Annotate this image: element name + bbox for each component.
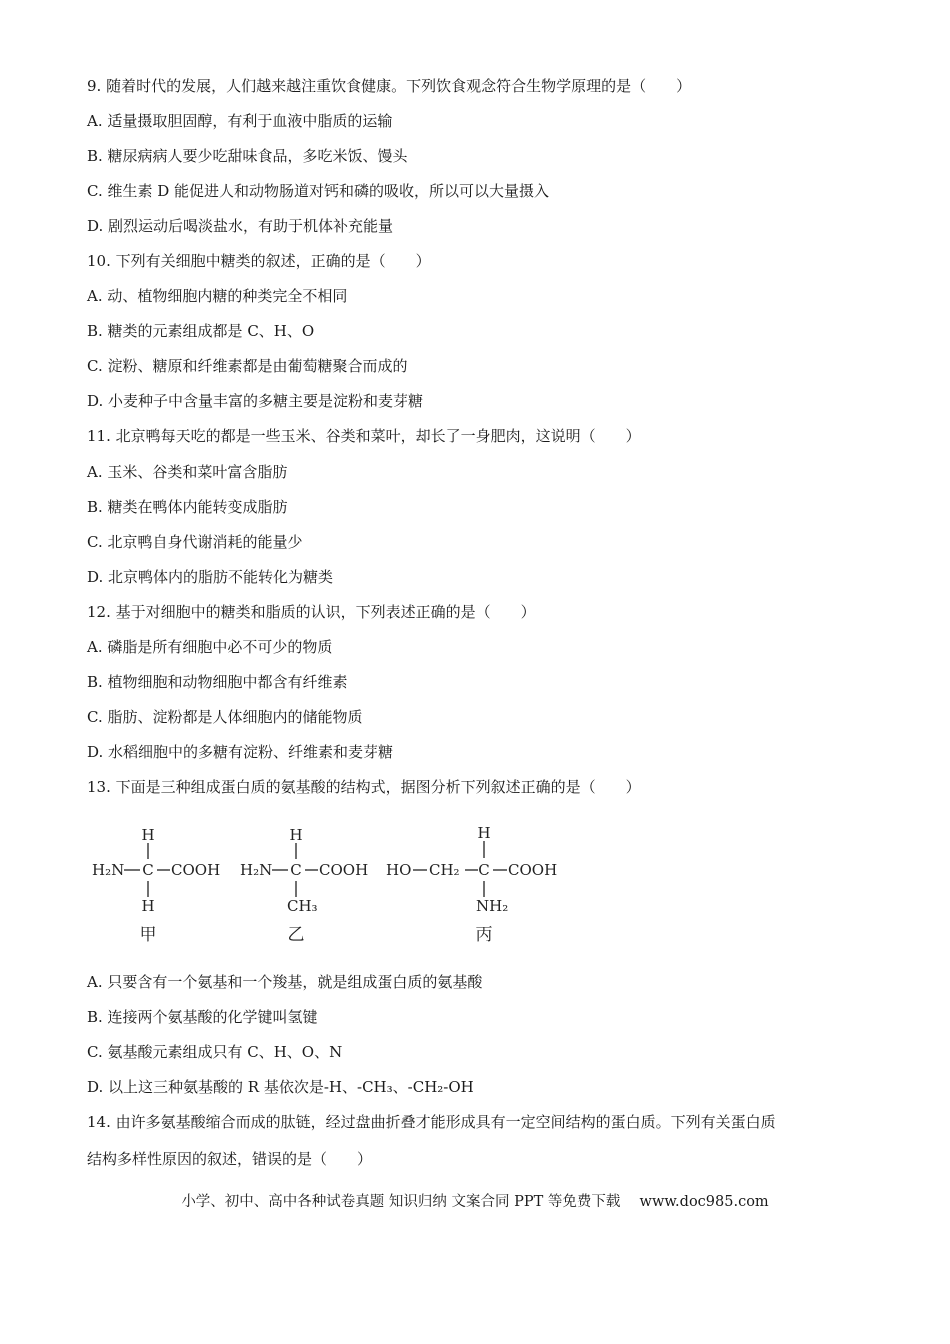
jia-amino-group: H₂N (92, 861, 125, 879)
bing-methylene-group: CH₂ (429, 861, 460, 879)
page-footer: 小学、初中、高中各种试卷真题 知识归纳 文案合同 PPT 等免费下载 www.doc985.com (181, 1194, 769, 1210)
question-14-stem-continued: 结构多样性原因的叙述，错误的是（ ） (87, 1150, 373, 1168)
yi-top-h: H (289, 826, 303, 844)
jia-label: 甲 (139, 925, 157, 945)
bing-hydroxyl-group: HO (386, 861, 412, 879)
question-13-option-a: A. 只要含有一个氨基和一个羧基，就是组成蛋白质的氨基酸 (87, 973, 483, 991)
question-13-option-d: D. 以上这三种氨基酸的 R 基依次是-H、-CH₃、-CH₂-OH (87, 1078, 474, 1096)
yi-r-group: CH₃ (287, 897, 318, 915)
question-12-option-a: A. 磷脂是所有细胞中必不可少的物质 (87, 638, 333, 656)
question-14-stem: 14. 由许多氨基酸缩合而成的肽链，经过盘曲折叠才能形成具有一定空间结构的蛋白质。下列有关蛋白质 (87, 1113, 776, 1131)
jia-top-h: H (141, 826, 155, 844)
jia-r-group: H (141, 897, 155, 915)
question-11-option-d: D. 北京鸭体内的脂肪不能转化为糖类 (87, 568, 334, 586)
bing-central-carbon: C (478, 861, 490, 879)
question-11-stem: 11. 北京鸭每天吃的都是一些玉米、谷类和菜叶，却长了一身肥肉，这说明（ ） (87, 427, 641, 445)
question-10-option-d: D. 小麦种子中含量丰富的多糖主要是淀粉和麦芽糖 (87, 392, 424, 410)
question-9-option-a: A. 适量摄取胆固醇，有利于血液中脂质的运输 (87, 112, 393, 130)
bing-amino-group: NH₂ (476, 897, 509, 915)
bing-top-h: H (477, 824, 491, 842)
question-10-option-c: C. 淀粉、糖原和纤维素都是由葡萄糖聚合而成的 (87, 357, 408, 375)
jia-central-carbon: C (142, 861, 154, 879)
question-9-stem: 9. 随着时代的发展，人们越来越注重饮食健康。下列饮食观念符合生物学原理的是（ ） (87, 77, 692, 95)
jia-carboxyl-group: COOH (171, 861, 221, 879)
yi-amino-group: H₂N (240, 861, 273, 879)
question-12-option-b: B. 植物细胞和动物细胞中都含有纤维素 (87, 673, 348, 691)
amino-acid-structure-figure (80, 815, 580, 950)
question-10-stem: 10. 下列有关细胞中糖类的叙述，正确的是（ ） (87, 252, 431, 270)
question-9-option-b: B. 糖尿病病人要少吃甜味食品，多吃米饭、馒头 (87, 147, 408, 165)
question-12-option-d: D. 水稻细胞中的多糖有淀粉、纤维素和麦芽糖 (87, 743, 394, 761)
question-11-option-a: A. 玉米、谷类和菜叶富含脂肪 (87, 463, 288, 481)
question-13-option-b: B. 连接两个氨基酸的化学键叫氢键 (87, 1008, 318, 1026)
question-12-stem: 12. 基于对细胞中的糖类和脂质的认识，下列表述正确的是（ ） (87, 603, 536, 621)
yi-central-carbon: C (290, 861, 302, 879)
question-12-option-c: C. 脂肪、淀粉都是人体细胞内的储能物质 (87, 708, 363, 726)
question-11-option-b: B. 糖类在鸭体内能转变成脂肪 (87, 498, 288, 516)
question-9-option-d: D. 剧烈运动后喝淡盐水，有助于机体补充能量 (87, 217, 394, 235)
bing-label: 丙 (475, 925, 493, 945)
question-13-option-c: C. 氨基酸元素组成只有 C、H、O、N (87, 1043, 343, 1061)
question-10-option-a: A. 动、植物细胞内糖的种类完全不相同 (87, 287, 348, 305)
question-13-stem: 13. 下面是三种组成蛋白质的氨基酸的结构式，据图分析下列叙述正确的是（ ） (87, 778, 641, 796)
yi-label: 乙 (287, 925, 305, 945)
question-10-option-b: B. 糖类的元素组成都是 C、H、O (87, 322, 315, 340)
question-9-option-c: C. 维生素 D 能促进人和动物肠道对钙和磷的吸收，所以可以大量摄入 (87, 182, 550, 200)
yi-carboxyl-group: COOH (319, 861, 369, 879)
bing-carboxyl-group: COOH (508, 861, 558, 879)
question-11-option-c: C. 北京鸭自身代谢消耗的能量少 (87, 533, 303, 551)
